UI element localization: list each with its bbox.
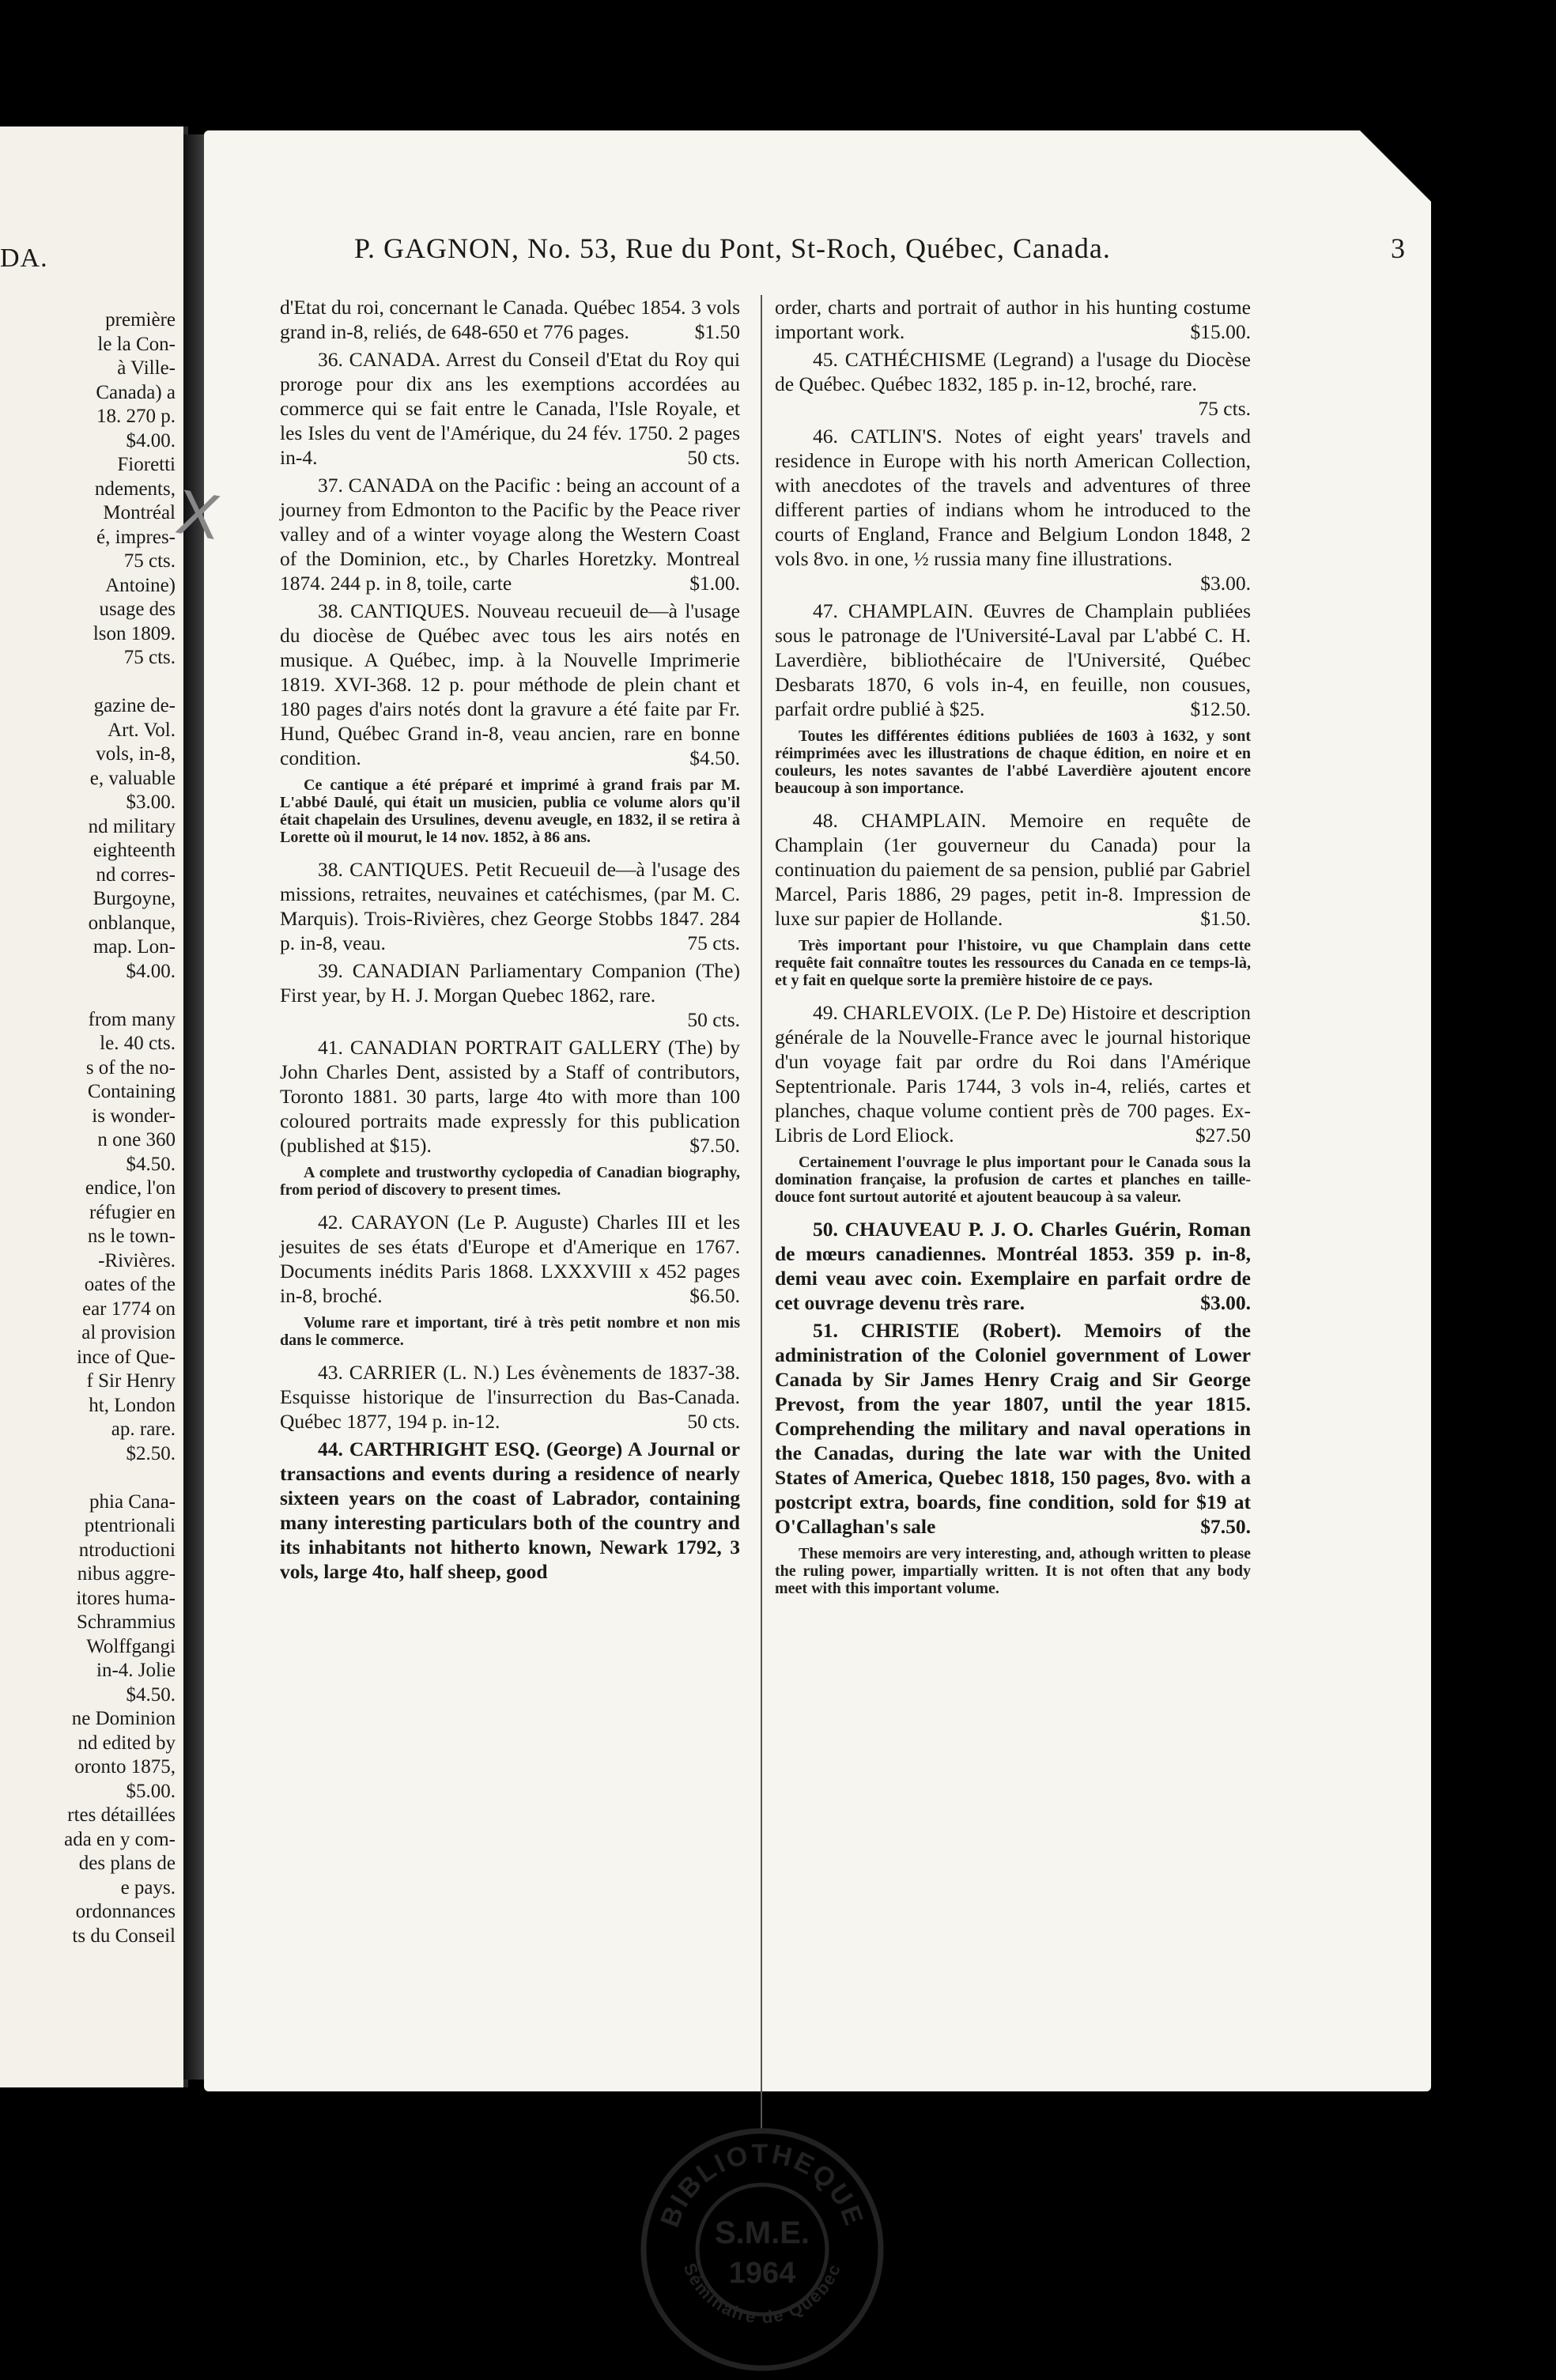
facing-page-line: in-4. Jolie bbox=[96, 1660, 176, 1681]
facing-page-fragment bbox=[0, 127, 188, 2087]
header-text: P. GAGNON, No. 53, Rue du Pont, St-Roch, Québec, Canada. bbox=[354, 232, 1111, 264]
catalogue-entry bbox=[775, 808, 1251, 931]
stamp-line1: S.M.E. bbox=[714, 2216, 810, 2250]
catalogue-entry bbox=[280, 1360, 740, 1434]
facing-page-line: $4.50. bbox=[126, 1683, 176, 1706]
facing-page-line: ne Dominion bbox=[71, 1708, 176, 1729]
entry-price: $3.00. bbox=[1200, 1291, 1251, 1314]
entry-text: 44. CARTHRIGHT ESQ. (George) A Journal or transactions and events during a residence of nearly sixteen years on the coast of Labrador, containing many interesting particulars both of the country and its inhabitants not hitherto known, Newark 1792, 3 vols, large 4to, half sheep, good bbox=[280, 1437, 740, 1583]
facing-page-line: première bbox=[105, 309, 176, 331]
catalogue-entry bbox=[775, 1318, 1251, 1539]
facing-page-line: des plans de bbox=[78, 1853, 176, 1874]
facing-page-line: -Rivières. bbox=[98, 1249, 176, 1271]
facing-page-line: oronto 1875, bbox=[74, 1756, 176, 1777]
entry-text: 36. CANADA. Arrest du Conseil d'Etat du Roy qui proroge pour dix ans les exemptions accordées au commerce qui se fait entre le Canada, l'Isle Royale, et les Isles du vent de l'Amérique, du 24 fév. 1750. 2 pages in-4. bbox=[280, 348, 740, 469]
entry-text: 51. CHRISTIE (Robert). Memoirs of the administration of the Coloniel government of Lower Canada by Sir James Henry Craig and Sir George Prevost, from the year 1807, until the year 1815. Comprehending the military and naval operations in the Canadas, during the late war with the United States of America, Quebec 1818, 150 pages, 8vo. with a postcript extra, boards, fine condition, sold for $19 at O'Callaghan's sale bbox=[775, 1319, 1251, 1538]
catalogue-entry bbox=[280, 599, 740, 770]
entry-price: $27.50 bbox=[1195, 1124, 1251, 1147]
column-rule bbox=[761, 295, 762, 2129]
facing-page-line: ordonnances bbox=[75, 1901, 176, 1922]
catalogue-entry bbox=[280, 1035, 740, 1158]
facing-page-line: Schrammius bbox=[77, 1611, 176, 1633]
margin-pencil-mark: X bbox=[171, 476, 225, 553]
entry-price: $15.00. bbox=[1190, 320, 1251, 343]
facing-page-line: 75 cts. bbox=[123, 647, 176, 668]
facing-page-line: ndements, bbox=[94, 478, 176, 500]
facing-page-lines bbox=[0, 308, 176, 1948]
catalogue-entry bbox=[775, 295, 1251, 344]
entry-price: $6.50. bbox=[689, 1284, 740, 1307]
entry-text: 37. CANADA on the Pacific : being an account of a journey from Edmonton to the Pacific by the Peace river valley and of a winter voyage along the Western Coast of the Dominion, etc., by Charles Horetzky. Montreal 1874. 244 p. in 8, toile, carte bbox=[280, 474, 740, 595]
catalogue-entry bbox=[280, 1437, 740, 1584]
facing-page-line: n one 360 bbox=[97, 1129, 176, 1150]
facing-page-line: Fioretti bbox=[117, 454, 176, 475]
facing-page-line: phia Cana- bbox=[89, 1490, 176, 1513]
entry-text: 48. CHAMPLAIN. Memoire en requête de Champlain (1er gouverneur du Canada) pour la continuation du paiement de sa pension, publié par Gabriel Marcel, Paris 1886, 29 pages, petit in-8. Impression de luxe sur papier de Hollande. bbox=[775, 809, 1251, 930]
facing-page-line: $4.00. bbox=[126, 960, 176, 982]
facing-page-line: endice, l'on bbox=[85, 1177, 176, 1199]
facing-page-line bbox=[0, 984, 176, 1008]
facing-page-line: le la Con- bbox=[97, 333, 176, 355]
entry-text: 39. CANADIAN Parliamentary Companion (The) First year, by H. J. Morgan Quebec 1862, rare. bbox=[280, 959, 740, 1007]
entry-text: 38. CANTIQUES. Petit Recueuil de—à l'usage des missions, retraites, neuvaines et catéchismes, (par M. C. Marquis). Trois-Rivières, chez George Stobbs 1847. 284 p. in-8, veau. bbox=[280, 858, 740, 954]
facing-page-line: 18. 270 p. bbox=[96, 406, 176, 427]
catalogue-note: Toutes les différentes éditions publiées de 1603 à 1632, y sont réimprimées avec les illustrations de chaque édition, en noire et en couleurs, les notes savantes de l'abbé Laverdière ajoutent encore beaucoup à son importance. bbox=[775, 727, 1251, 797]
facing-page-line: Wolffgangi bbox=[86, 1635, 176, 1657]
catalogue-note: These memoirs are very interesting, and, athough written to please the ruling power, impartially written. It is not often that any body meet with this important volume. bbox=[775, 1545, 1251, 1597]
stamp-line2: 1964 bbox=[728, 2257, 796, 2290]
catalogue-note: A complete and trustworthy cyclopedia of Canadian biography, from period of discovery to present times. bbox=[280, 1164, 740, 1199]
catalogue-entry bbox=[280, 1210, 740, 1308]
facing-page-line: nd edited by bbox=[77, 1732, 176, 1754]
facing-page-line: nibus aggre- bbox=[77, 1563, 176, 1585]
page-number: 3 bbox=[1391, 232, 1406, 264]
entry-text: order, charts and portrait of author in his hunting costume important work. bbox=[775, 296, 1251, 343]
catalogue-entry bbox=[775, 599, 1251, 721]
entry-text: 50. CHAUVEAU P. J. O. Charles Guérin, Roman de mœurs canadiennes. Montréal 1853. 359 p. in-8, demi veau avec coin. Exemplaire en parfait ordre de cet ouvrage devenu très rare. bbox=[775, 1218, 1251, 1314]
facing-page-line: usage des bbox=[99, 599, 176, 620]
left-column bbox=[280, 295, 740, 1587]
facing-page-line: $4.00. bbox=[126, 429, 176, 451]
entry-price: 75 cts. bbox=[1198, 397, 1251, 420]
facing-page-line: nd military bbox=[88, 815, 176, 837]
entry-price: $4.50. bbox=[689, 746, 740, 769]
facing-page-line: ntroductioni bbox=[78, 1539, 176, 1561]
facing-page-line: from many bbox=[88, 1008, 176, 1030]
torn-corner bbox=[1360, 130, 1431, 202]
facing-page-line: s of the no- bbox=[85, 1056, 176, 1079]
facing-page-line: itores huma- bbox=[76, 1587, 176, 1609]
facing-page-line: ear 1774 on bbox=[81, 1298, 176, 1320]
entry-price: 50 cts. bbox=[687, 1008, 740, 1031]
entry-price: $1.00. bbox=[689, 572, 740, 595]
facing-page-line: ns le town- bbox=[87, 1226, 176, 1247]
entry-text: d'Etat du roi, concernant le Canada. Québec 1854. 3 vols grand in-8, reliés, de 648-650 et 776 pages. bbox=[280, 296, 740, 343]
stamp-top-text: BIBLIOTHEQUE bbox=[655, 2138, 870, 2231]
entry-price: $3.00. bbox=[1200, 572, 1251, 595]
catalogue-entry bbox=[280, 295, 740, 344]
facing-page-line: 75 cts. bbox=[123, 550, 176, 572]
facing-page-line: map. Lon- bbox=[93, 936, 176, 958]
facing-page-line bbox=[0, 671, 176, 695]
facing-page-line: is wonder- bbox=[92, 1105, 176, 1127]
facing-page-line: al provision bbox=[81, 1322, 176, 1343]
facing-page-line: ht, London bbox=[89, 1394, 176, 1416]
catalogue-entry bbox=[280, 857, 740, 955]
library-stamp bbox=[636, 2115, 889, 2376]
stamp-graphic bbox=[636, 2115, 889, 2376]
facing-page-line: f Sir Henry bbox=[86, 1370, 176, 1392]
facing-page-line bbox=[0, 1466, 176, 1490]
entry-text: 45. CATHÉCHISME (Legrand) a l'usage du Diocèse de Québec. Québec 1832, 185 p. in-12, broché, rare. bbox=[775, 348, 1251, 395]
facing-page-line: nd corres- bbox=[96, 863, 176, 886]
facing-page-line: Montréal bbox=[103, 502, 176, 523]
entry-text: 46. CATLIN'S. Notes of eight years' travels and residence in Europe with his north American Collection, with anecdotes of the travels and adventures of three different parties of indians whom he introduced to the courts of England, France and Belgium London 1848, 2 vols 8vo. in one, ½ russia many fine illustrations. bbox=[775, 425, 1251, 570]
entry-text: 47. CHAMPLAIN. Œuvres de Champlain publiées sous le patronage de l'Université-Laval par L'abbé C. H. Laverdière, bibliothécaire de l'Université, Québec Desbarats 1870, 6 vols in-4, en feuille, non cousues, parfait ordre publié à $25. bbox=[775, 599, 1251, 720]
catalogue-entry bbox=[775, 424, 1251, 595]
entry-price: $12.50. bbox=[1190, 697, 1251, 720]
entry-price: 50 cts. bbox=[687, 446, 740, 469]
facing-page-header: DA. bbox=[0, 244, 48, 273]
facing-page-line: ince of Que- bbox=[77, 1346, 176, 1368]
facing-page-line: $2.50. bbox=[126, 1442, 176, 1464]
facing-page-line: ptentrionali bbox=[84, 1515, 176, 1536]
facing-page-line: e pays. bbox=[120, 1876, 176, 1898]
catalogue-note: Ce cantique a été préparé et imprimé à grand frais par M. L'abbé Daulé, qui était un musicien, publia ce volume alors qu'il était chapelain des Ursulines, devenu aveugle, en 1832, il se retira à Lorette où il mourut, le 14 nov. 1852, à 86 ans. bbox=[280, 776, 740, 846]
entry-price: $1.50 bbox=[694, 320, 740, 343]
facing-page-line: Containing bbox=[87, 1081, 176, 1102]
facing-page-line: Art. Vol. bbox=[108, 719, 176, 741]
facing-page-line: réfugier en bbox=[89, 1201, 176, 1223]
catalogue-note: Très important pour l'histoire, vu que Champlain dans cette requête fait connaître toutes les ressources du Canada en ce temps-là, et y fait en quelque sorte la première histoire de ce pays. bbox=[775, 937, 1251, 989]
facing-page-line: e, valuable bbox=[89, 767, 176, 789]
catalogue-entry bbox=[775, 1000, 1251, 1147]
entry-text: 42. CARAYON (Le P. Auguste) Charles III et les jesuites de ses états d'Europe et d'Amerique en 1767. Documents inédits Paris 1868. LXXXVIII x 452 pages in-8, broché. bbox=[280, 1211, 740, 1307]
facing-page-line: oates of the bbox=[84, 1274, 176, 1295]
facing-page-line: rtes détaillées bbox=[67, 1804, 176, 1826]
catalogue-entry bbox=[775, 1217, 1251, 1315]
entry-price: $7.50. bbox=[689, 1134, 740, 1157]
facing-page-line: gazine de- bbox=[93, 695, 176, 716]
catalogue-note: Volume rare et important, tiré à très petit nombre et non mis dans le commerce. bbox=[280, 1314, 740, 1349]
entry-text: 38. CANTIQUES. Nouveau recueuil de—à l'usage du diocèse de Québec avec tous les airs notés en musique. A Québec, imp. à la Nouvelle Imprimerie 1819. XVI-368. 12 p. pour méthode de plein chant et 180 pages d'airs notés dont la gravure a été faite par Fr. Hund, Québec Grand in-8, veau ancien, rare en bonne condition. bbox=[280, 599, 740, 769]
entry-price: 50 cts. bbox=[687, 1410, 740, 1433]
entry-text: 43. CARRIER (L. N.) Les évènements de 1837-38. Esquisse historique de l'insurrection du Bas-Canada. Québec 1877, 194 p. in-12. bbox=[280, 1361, 740, 1433]
facing-page-line: $4.50. bbox=[126, 1153, 176, 1175]
facing-page-line: le. 40 cts. bbox=[100, 1033, 176, 1054]
entry-price: $1.50. bbox=[1200, 907, 1251, 930]
catalogue-entry bbox=[280, 473, 740, 595]
facing-page-line: ts du Conseil bbox=[72, 1925, 176, 1947]
facing-page-line: lson 1809. bbox=[93, 622, 176, 644]
catalogue-entry bbox=[775, 347, 1251, 421]
facing-page-line: onblanque, bbox=[88, 912, 176, 934]
facing-page-line: ada en y com- bbox=[64, 1828, 176, 1850]
facing-page-line: $5.00. bbox=[126, 1780, 176, 1802]
entry-price: $7.50. bbox=[1200, 1515, 1251, 1538]
entry-text: 41. CANADIAN PORTRAIT GALLERY (The) by John Charles Dent, assisted by a Staff of contributors, Toronto 1881. 30 parts, large 4to with more than 100 coloured portraits made expressly for this publication (published at $15). bbox=[280, 1036, 740, 1157]
catalogue-note: Certainement l'ouvrage le plus important pour le Canada sous la domination française, la profusion de cartes et planches en taille-douce font surtout autorité et ajoutent beaucoup à sa valeur. bbox=[775, 1154, 1251, 1206]
facing-page-line: à Ville- bbox=[117, 357, 176, 379]
catalogue-page bbox=[171, 130, 1431, 2328]
facing-page-line: $3.00. bbox=[126, 791, 176, 813]
facing-page-line: ap. rare. bbox=[111, 1419, 176, 1440]
catalogue-entry bbox=[280, 958, 740, 1032]
facing-page-line: Canada) a bbox=[96, 381, 176, 403]
right-column bbox=[775, 295, 1251, 1608]
stamp-bottom-text: Séminaire de Québec bbox=[679, 2260, 845, 2328]
running-header bbox=[354, 232, 1406, 265]
facing-page-line: Antoine) bbox=[105, 574, 176, 596]
facing-page-line: Burgoyne, bbox=[93, 888, 176, 909]
catalogue-entry bbox=[280, 347, 740, 470]
facing-page-line: é, impres- bbox=[96, 526, 176, 548]
entry-text: 49. CHARLEVOIX. (Le P. De) Histoire et description générale de la Nouvelle-France avec le journal historique d'un voyage fait par ordre du Roi dans l'Amérique Septentrionale. Paris 1744, 3 vols in-4, reliés, cartes et planches, chaque volume contient près de 700 pages. Ex-Libris de Lord Eliock. bbox=[775, 1001, 1251, 1147]
facing-page-line: vols, in-8, bbox=[96, 743, 176, 765]
entry-price: 75 cts. bbox=[687, 931, 740, 954]
facing-page-line: eighteenth bbox=[93, 840, 176, 861]
